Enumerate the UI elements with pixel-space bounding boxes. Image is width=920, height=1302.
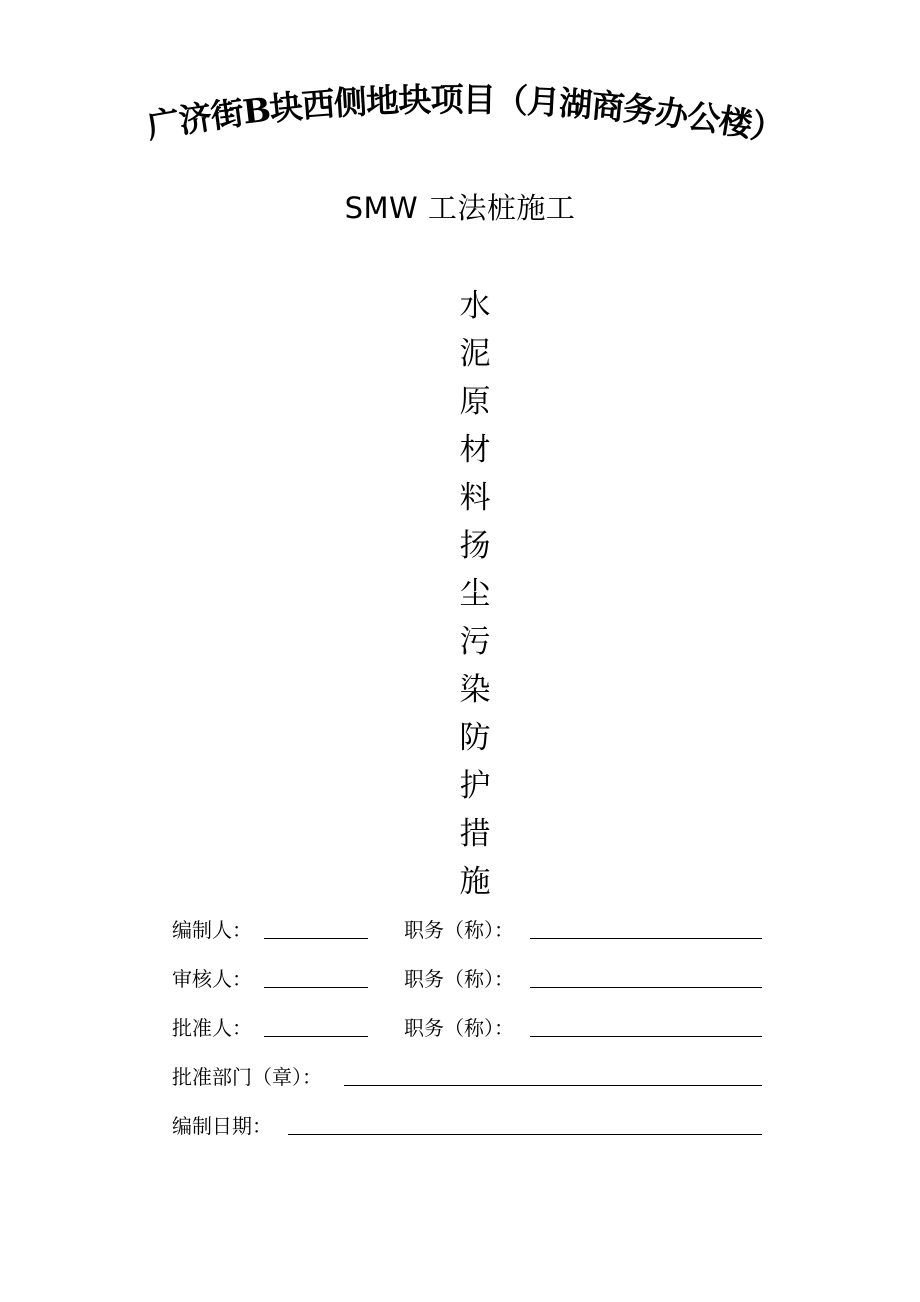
preparer-field[interactable] <box>264 938 368 939</box>
department-field[interactable] <box>344 1085 762 1086</box>
approver-title-label: 职务（称）： <box>404 1016 514 1040</box>
project-title-svg <box>0 79 920 164</box>
vertical-title-char: 防 <box>459 720 491 756</box>
signoff-row-approver <box>172 1004 772 1053</box>
vertical-title-char: 染 <box>459 672 491 708</box>
vertical-title <box>440 282 510 906</box>
subtitle: SMW 工法桩施工 <box>344 191 576 225</box>
date-field[interactable] <box>288 1134 762 1135</box>
project-title-path-text: 广济街B块西侧地块项目（月湖商务办公楼） <box>144 79 787 150</box>
vertical-title-char: 扬 <box>459 528 491 564</box>
vertical-title-char: 材 <box>459 432 491 468</box>
preparer-title-field[interactable] <box>530 938 762 939</box>
project-title <box>0 79 920 164</box>
reviewer-title-label: 职务（称）： <box>404 967 514 991</box>
approver-field[interactable] <box>264 1036 368 1037</box>
department-label: 批准部门（章）： <box>172 1065 322 1089</box>
reviewer-label: 审核人： <box>172 967 252 991</box>
vertical-title-char: 原 <box>459 384 491 420</box>
reviewer-title-field[interactable] <box>530 987 762 988</box>
vertical-title-char: 料 <box>459 480 491 516</box>
signoff-row-reviewer <box>172 955 772 1004</box>
signoff-block <box>172 906 772 1151</box>
vertical-title-char: 施 <box>459 864 491 900</box>
approver-title-field[interactable] <box>530 1036 762 1037</box>
signoff-row-date <box>172 1102 772 1151</box>
vertical-title-char: 措 <box>459 816 491 852</box>
project-title-text <box>144 80 786 150</box>
reviewer-field[interactable] <box>264 987 368 988</box>
preparer-label: 编制人： <box>172 918 252 942</box>
vertical-title-char: 泥 <box>459 336 491 372</box>
date-label: 编制日期： <box>172 1114 272 1138</box>
signoff-row-preparer <box>172 906 772 955</box>
vertical-title-char: 水 <box>459 288 491 324</box>
vertical-title-char: 污 <box>459 624 491 660</box>
vertical-title-char: 尘 <box>459 576 491 612</box>
preparer-title-label: 职务（称）： <box>404 918 514 942</box>
signoff-row-department <box>172 1053 772 1102</box>
approver-label: 批准人： <box>172 1016 252 1040</box>
vertical-title-char: 护 <box>459 768 491 804</box>
